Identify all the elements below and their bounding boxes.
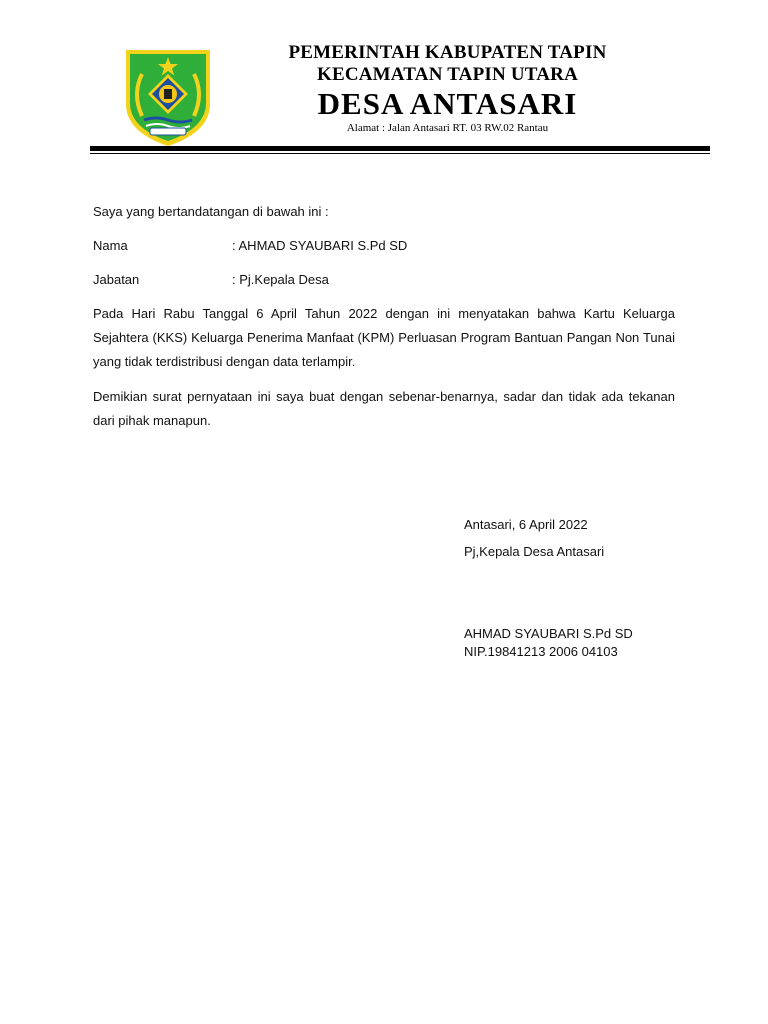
letterhead: [250, 42, 645, 135]
signer-position: Pj,Kepala Desa Antasari: [464, 544, 605, 559]
regency-emblem-icon: [122, 44, 214, 148]
field-label-jabatan: Jabatan: [93, 272, 140, 287]
village-name: DESA ANTASARI: [317, 86, 578, 121]
letterhead-divider: [90, 146, 710, 151]
field-label-nama: Nama: [93, 238, 128, 253]
field-value-jabatan: : Pj.Kepala Desa: [232, 272, 329, 287]
signer-nip: NIP.19841213 2006 04103: [464, 644, 618, 659]
address: Alamat : Jalan Antasari RT. 03 RW.02 Rantau: [346, 122, 549, 134]
closing-paragraph: Demikian surat pernyataan ini saya buat dengan sebenar-benarnya, sadar dan tidak ada tekanan dari pihak manapun.: [93, 389, 675, 428]
statement-paragraph: Pada Hari Rabu Tanggal 6 April Tahun 2022 dengan ini menyatakan bahwa Kartu Keluarga Sejahtera (KKS) Keluarga Penerima Manfaat (KPM) Perluasan Program Bantuan Pangan Non Tunai yang tidak terdistribusi dengan data terlampir.: [93, 306, 675, 369]
government-name: PEMERINTAH KABUPATEN TAPIN: [288, 42, 607, 63]
field-value-nama: : AHMAD SYAUBARI S.Pd SD: [232, 238, 408, 253]
intro-text: Saya yang bertandatangan di bawah ini :: [93, 204, 329, 219]
district-name: KECAMATAN TAPIN UTARA: [316, 64, 579, 85]
signer-name: AHMAD SYAUBARI S.Pd SD: [464, 626, 633, 641]
letterhead-divider-thin: [90, 153, 710, 154]
place-date: Antasari, 6 April 2022: [464, 517, 588, 532]
